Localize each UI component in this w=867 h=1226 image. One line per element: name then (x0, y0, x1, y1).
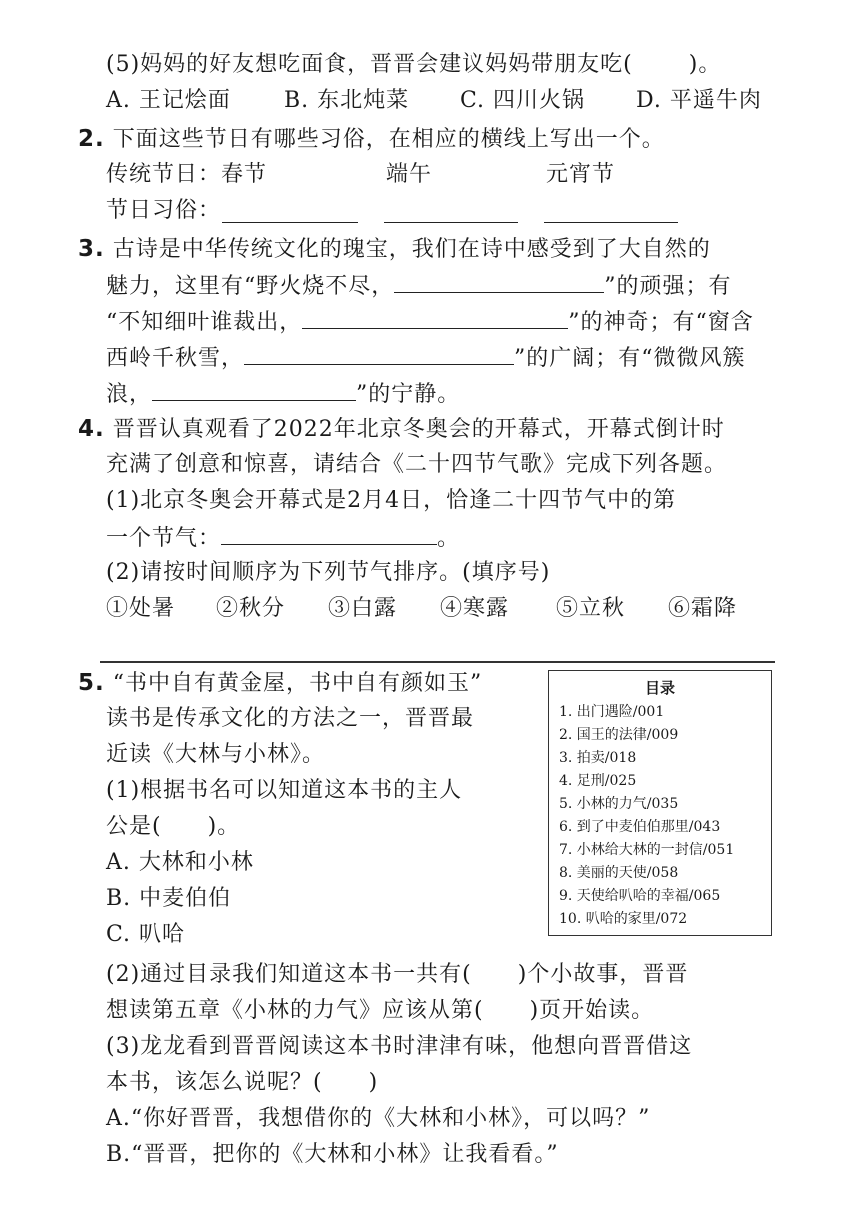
q4-line-1 (78, 414, 725, 445)
q3-line-4a: 西岭千秋雪， (106, 346, 245, 371)
q3-line-2a: 魅力，这里有“野火烧不尽， (106, 274, 395, 299)
q1-5-option-a: A. 王记烩面 (106, 88, 231, 113)
q3-line-1 (78, 234, 711, 265)
q4-number: 4. (78, 416, 105, 442)
q3-line-2 (106, 270, 732, 302)
toc-item: 1. 出门遇险/001 (559, 704, 665, 720)
q2-custom-blank-2[interactable] (384, 222, 518, 223)
toc-item: 6. 到了中麦伯伯那里/043 (559, 819, 721, 835)
toc-item: 5. 小林的力气/035 (559, 796, 679, 812)
q3-line-5 (106, 378, 460, 410)
q1-5-option-b: B. 东北炖菜 (284, 88, 410, 113)
q5-line-1 (78, 668, 482, 699)
q5-sub1-line-1: (1)根据书名可以知道这本书的主人 (106, 778, 463, 803)
q4-term-2: ②秋分 (216, 596, 286, 621)
q4-term-5: ⑤立秋 (556, 596, 626, 621)
q2-custom-blank-1[interactable] (222, 222, 358, 223)
q5-sub3-option-b: B.“晋晋，把你的《大林和小林》让我看看。” (106, 1142, 559, 1167)
q5-sub2-line-1: (2)通过目录我们知道这本书一共有( )个小故事，晋晋 (106, 962, 689, 987)
q4-solar-term-blank[interactable] (221, 522, 437, 545)
q3-blank-4[interactable] (152, 378, 356, 401)
q2-custom-blank-3[interactable] (544, 222, 678, 223)
q1-5-stem (106, 50, 721, 80)
q5-line-1-text: “书中自有黄金屋，书中自有颜如玉” (112, 671, 483, 696)
q5-sub3-line-2: 本书，该怎么说呢？( ) (106, 1070, 379, 1095)
q3-number: 3. (78, 236, 105, 262)
q3-line-5b: ”的宁静。 (356, 382, 461, 407)
toc-item: 8. 美丽的天使/058 (559, 865, 679, 881)
q2-festival-duanwu: 端午 (386, 162, 433, 187)
q3-blank-1[interactable] (394, 270, 604, 293)
q1-5-stem-end: )。 (688, 52, 722, 77)
q5-line-2: 读书是传承文化的方法之一，晋晋最 (106, 706, 475, 731)
q5-sub3-line-1: (3)龙龙看到晋晋阅读这本书时津津有味，他想向晋晋借这 (106, 1034, 693, 1059)
q3-line-3b: ”的神奇；有“窗含 (568, 310, 754, 335)
q3-line-2b: ”的顽强；有 (604, 274, 732, 299)
q5-sub2-line-2: 想读第五章《小林的力气》应该从第( )页开始读。 (106, 998, 655, 1023)
q3-line-3 (106, 306, 754, 338)
toc-item: 2. 国王的法律/009 (559, 727, 679, 743)
q2-number: 2. (78, 126, 105, 152)
table-of-contents (548, 670, 772, 936)
q4-term-3: ③白露 (328, 596, 398, 621)
toc-item: 3. 拍卖/018 (559, 750, 637, 766)
q2-festival-label: 传统节日：春节 (106, 162, 268, 187)
toc-item: 4. 足刑/025 (559, 773, 637, 789)
q5-line-3: 近读《大林与小林》。 (106, 742, 326, 767)
q2-festival-yuanxiao: 元宵节 (546, 162, 616, 187)
q3-line-3a: “不知细叶谁裁出， (106, 310, 303, 335)
q4-sub2: (2)请按时间顺序为下列节气排序。(填序号) (106, 560, 551, 585)
q2-stem-text: 下面这些节日有哪些习俗，在相应的横线上写出一个。 (112, 127, 665, 152)
q5-sub1-option-a: A. 大林和小林 (106, 850, 254, 875)
section-divider (100, 661, 775, 663)
q2-stem (78, 124, 665, 155)
q3-blank-2[interactable] (302, 306, 568, 329)
q5-sub1-option-b: B. 中麦伯伯 (106, 886, 232, 911)
q4-term-1: ①处暑 (106, 596, 176, 621)
q4-sub1-line-1: (1)北京冬奥会开幕式是2月4日，恰逢二十四节气中的第 (106, 488, 677, 513)
toc-item: 10. 叭哈的家里/072 (559, 911, 688, 927)
q3-blank-3[interactable] (244, 342, 514, 365)
q5-sub1-option-c: C. 叭哈 (106, 922, 186, 947)
q1-5-option-c: C. 四川火锅 (460, 88, 586, 113)
q4-line-1-text: 晋晋认真观看了2022年北京冬奥会的开幕式，开幕式倒计时 (112, 417, 725, 442)
q2-custom-label: 节日习俗： (106, 198, 222, 223)
q5-sub3-option-a: A.“你好晋晋，我想借你的《大林和小林》，可以吗？” (106, 1106, 651, 1131)
q4-sub1-line-2 (106, 522, 460, 554)
q5-number: 5. (78, 670, 105, 696)
q1-5-stem-text: (5)妈妈的好友想吃面食，晋晋会建议妈妈带朋友吃( (106, 52, 633, 77)
toc-title: 目录 (644, 679, 675, 697)
toc-item: 9. 天使给叭哈的幸福/065 (559, 888, 721, 904)
q4-line-2: 充满了创意和惊喜，请结合《二十四节气歌》完成下列各题。 (106, 452, 728, 477)
q1-5-option-d: D. 平遥牛肉 (636, 88, 762, 113)
q5-sub1-line-2: 公是( )。 (106, 814, 241, 839)
q4-term-6: ⑥霜降 (668, 596, 738, 621)
q3-line-5a: 浪， (106, 382, 153, 407)
q4-sub1-line-2b: 。 (437, 526, 461, 551)
q3-line-4 (106, 342, 746, 374)
q4-sub1-line-2a: 一个节气： (106, 526, 222, 551)
q4-term-4: ④寒露 (440, 596, 510, 621)
toc-item: 7. 小林给大林的一封信/051 (559, 842, 735, 858)
q3-line-1-text: 古诗是中华传统文化的瑰宝，我们在诗中感受到了大自然的 (112, 237, 711, 262)
q3-line-4b: ”的广阔；有“微微风簇 (514, 346, 746, 371)
